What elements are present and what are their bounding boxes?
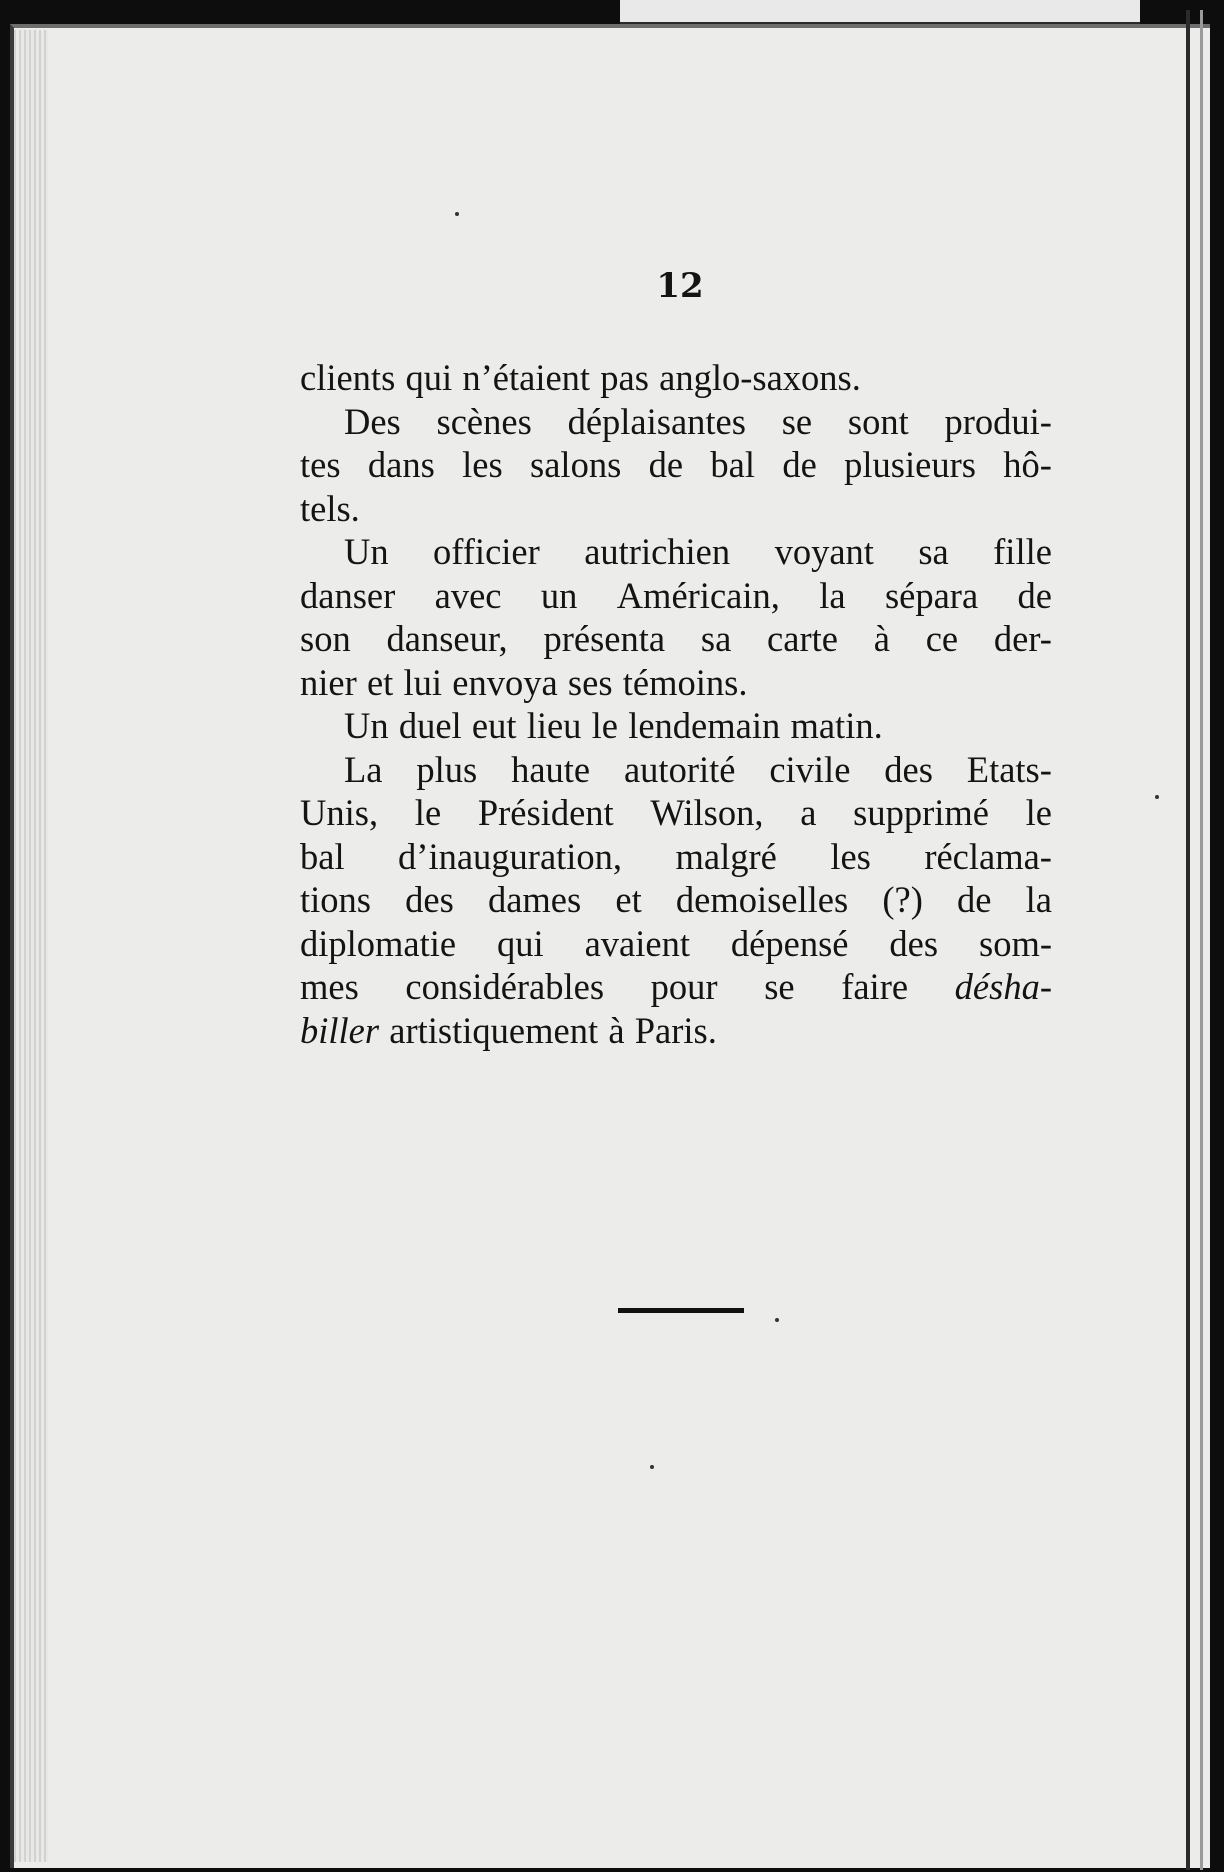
word: son	[300, 618, 351, 659]
word: ses	[567, 661, 613, 703]
word: autorité	[623, 748, 736, 790]
word: des	[884, 748, 933, 790]
word: som-	[978, 922, 1052, 964]
word: qui	[497, 922, 544, 964]
word: produi-	[944, 400, 1052, 442]
word: bal	[300, 835, 345, 877]
text-line	[300, 835, 1052, 879]
word: désha-	[954, 966, 1052, 1007]
word: et	[366, 661, 394, 703]
paper-speck	[775, 1318, 779, 1322]
word: considérables	[405, 966, 605, 1007]
word: tels.	[300, 487, 360, 529]
word: dames	[487, 879, 582, 920]
text-line	[300, 617, 1052, 661]
word: civile	[769, 748, 851, 790]
word: un	[540, 574, 578, 616]
word: sa	[700, 618, 732, 659]
word: tions	[300, 879, 371, 920]
word: Etats-	[966, 748, 1052, 790]
word: Un	[344, 705, 389, 746]
word: artistiquement	[389, 1009, 599, 1051]
word: à	[608, 1009, 625, 1051]
paper-speck	[650, 1465, 654, 1469]
text-line	[300, 356, 1052, 400]
end-rule	[618, 1308, 744, 1313]
word: ce	[925, 618, 959, 659]
word: présenta	[543, 618, 666, 659]
word: Unis,	[300, 792, 379, 833]
word: (?)	[882, 879, 923, 920]
word: duel	[398, 705, 462, 746]
page-number: 12	[656, 266, 704, 306]
text-line	[300, 748, 1052, 792]
word: le	[414, 792, 442, 833]
word: envoya	[452, 661, 558, 703]
word: matin.	[790, 705, 883, 746]
word: la	[819, 574, 846, 616]
text-line	[300, 530, 1052, 574]
text-line	[300, 965, 1052, 1009]
word: Américain,	[616, 574, 780, 616]
word: avec	[434, 574, 502, 616]
word: fille	[993, 531, 1052, 572]
word: voyant	[774, 531, 874, 572]
word: d’inauguration,	[398, 835, 623, 877]
word: autrichien	[584, 531, 731, 572]
word: dépensé	[730, 922, 849, 964]
scan-top-strip	[620, 0, 1140, 25]
word: eut	[471, 705, 517, 746]
word: tes	[300, 444, 341, 485]
word: les	[462, 444, 503, 485]
paper-speck	[1155, 795, 1159, 799]
word: et	[615, 879, 642, 920]
page-stack-edges	[14, 30, 48, 1862]
word: des	[889, 922, 939, 964]
word: danseur,	[386, 618, 508, 659]
word: le	[1025, 792, 1052, 833]
word: déplaisantes	[567, 400, 746, 442]
word: a	[800, 792, 817, 833]
word: Des	[344, 400, 401, 442]
word: se	[781, 400, 813, 442]
word: plus	[416, 748, 478, 790]
word: de	[648, 444, 684, 485]
word: lieu	[526, 705, 582, 746]
text-line	[300, 400, 1052, 444]
word: plusieurs	[844, 444, 976, 485]
text-line	[300, 878, 1052, 922]
word: des	[405, 879, 454, 920]
word: Président	[477, 792, 614, 833]
word: La	[344, 748, 383, 790]
book-spine-shadow	[1200, 10, 1203, 1870]
word: supprimé	[853, 792, 989, 833]
text-line	[300, 922, 1052, 966]
word: sépara	[884, 574, 979, 616]
text-line	[300, 443, 1052, 487]
word: bal	[710, 444, 756, 485]
word: sa	[918, 531, 949, 572]
word: la	[1025, 879, 1052, 920]
word: lendemain	[628, 705, 781, 746]
word: faire	[841, 966, 909, 1007]
text-line	[300, 487, 1052, 531]
word: biller	[300, 1009, 380, 1051]
word: demoiselles	[675, 879, 849, 920]
word: de	[957, 879, 992, 920]
word: n’étaient	[462, 357, 591, 398]
word: réclama-	[924, 835, 1052, 877]
word: de	[1017, 574, 1052, 616]
word: diplomatie	[300, 922, 457, 964]
word: clients	[300, 357, 396, 398]
word: officier	[433, 531, 540, 572]
word: sont	[847, 400, 909, 442]
word: haute	[511, 748, 591, 790]
word: témoins.	[622, 661, 748, 703]
word: der-	[993, 618, 1052, 659]
word: dans	[367, 444, 435, 485]
word: pour	[650, 966, 718, 1007]
paper-speck	[455, 212, 459, 216]
book-spine-edge	[1186, 10, 1190, 1870]
word: malgré	[675, 835, 777, 877]
word: scènes	[436, 400, 532, 442]
word: de	[782, 444, 817, 485]
word: mes	[300, 966, 359, 1007]
word: danser	[300, 574, 396, 616]
word: Wilson,	[650, 792, 764, 833]
word: nier	[300, 661, 357, 703]
body-lines	[300, 356, 1052, 1052]
word: qui	[405, 357, 453, 398]
word: à	[873, 618, 890, 659]
word: pas	[600, 357, 649, 398]
word: Un	[344, 531, 389, 572]
text-line	[300, 704, 1052, 748]
text-line	[300, 661, 1052, 705]
word: les	[830, 835, 871, 877]
word: carte	[767, 618, 838, 659]
word: lui	[403, 661, 443, 703]
word: hô-	[1003, 444, 1052, 485]
word: anglo-saxons.	[659, 357, 861, 398]
word: salons	[530, 444, 622, 485]
text-line	[300, 791, 1052, 835]
word: le	[591, 705, 618, 746]
text-line	[300, 574, 1052, 618]
word: avaient	[584, 922, 690, 964]
word: se	[764, 966, 795, 1007]
text-line	[300, 1009, 1052, 1053]
word: Paris.	[634, 1009, 717, 1051]
